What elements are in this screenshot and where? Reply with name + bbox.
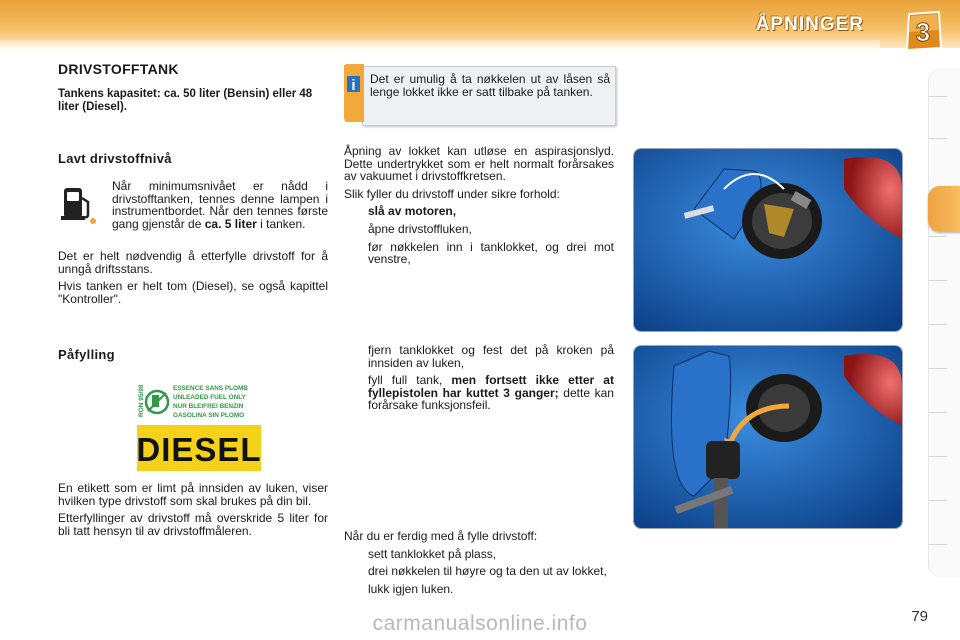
middle-column-mid (344, 344, 614, 417)
list-item: før nøkkelen inn i tanklokket, og drei mot venstre, (368, 239, 614, 267)
svg-text:RON 95/98: RON 95/98 (138, 384, 145, 417)
watermark-text: carmanualsonline.info (372, 612, 588, 635)
middle-column-top (344, 145, 614, 271)
page-number: 79 (911, 608, 928, 625)
info-text: Det er umulig å ta nøkkelen ut av låsen så lenge lokket ikke er satt tilbake på tanken. (370, 72, 610, 99)
low-fuel-text: Når minimumsnivået er nådd i drivstofftanken, tennes denne lampen i instrumentbordet. Når den tennes første gang gjenstår de ca. 5 liter i tanken. (112, 179, 328, 231)
left-paragraphs (58, 250, 328, 310)
refill-5l-text: Etterfyllinger av drivstoff må overskride 5 liter for bli tatt hensyn til av drivstoffmåleren. (58, 511, 328, 538)
fuel-cap-removed-photo (633, 345, 903, 529)
svg-text:UNLEADED FUEL ONLY: UNLEADED FUEL ONLY (173, 394, 246, 401)
tank-capacity: Tankens kapasitet: ca. 50 liter (Bensin) eller 48 liter (Diesel). (58, 88, 313, 113)
list-item: lukk igjen luken. (368, 581, 454, 596)
fuel-flap-open-photo (633, 148, 903, 332)
refill-needed-text: Det er helt nødvendig å etterfylle drivstoff for å unngå driftsstans. (58, 249, 328, 276)
middle-column-bottom (344, 530, 614, 600)
svg-text:i: i (351, 77, 356, 94)
chapter-tab-strip (928, 68, 960, 578)
fuel-label-text: En etikett som er limt på innsiden av luken, viser hvilken type drivstoff som skal brukes på din bil. (58, 481, 328, 508)
list-item: fjern tanklokket og fest det på kroken på innsiden av luken, (368, 343, 614, 370)
list-item: sett tanklokket på plass, (368, 546, 497, 561)
steps-list-1 (344, 205, 614, 265)
left-bottom-paragraphs (58, 482, 328, 542)
section-title: DRIVSTOFFTANK (58, 61, 179, 77)
list-item: slå av motoren, (368, 204, 457, 219)
svg-text:GASOLINA SIN PLOMO: GASOLINA SIN PLOMO (173, 412, 245, 419)
steps-list-3 (344, 548, 614, 596)
svg-text:NUR BLEIFREI BENZIN: NUR BLEIFREI BENZIN (173, 403, 244, 410)
steps-list-2 (344, 344, 614, 412)
list-item: åpne drivstoffluken, (368, 221, 472, 236)
fuel-type-label-image (133, 381, 265, 473)
active-chapter-tab[interactable] (928, 186, 960, 232)
empty-tank-text: Hvis tanken er helt tom (Diesel), se også kapittel "Kontroller". (58, 279, 328, 306)
chapter-title: ÅPNINGER (755, 14, 864, 35)
safe-fill-text: Slik fyller du drivstoff under sikre forhold: (344, 186, 560, 201)
chapter-number: 3 (915, 17, 931, 47)
svg-text:DIESEL: DIESEL (136, 431, 262, 468)
header-band-fade (0, 40, 880, 50)
list-item: fyll full tank, men fortsett ikke etter at fyllepistolen har kuttet 3 ganger; dette kan forårsake funksjonsfeil. (368, 373, 614, 413)
done-heading: Når du er ferdig med å fylle drivstoff: (344, 529, 538, 543)
list-item: drei nøkkelen til høyre og ta den ut av lokket, (368, 564, 607, 579)
info-icon (340, 64, 366, 122)
fuel-pump-warning-icon (58, 184, 98, 226)
low-fuel-heading: Lavt drivstoffnivå (58, 151, 172, 166)
opening-text: Åpning av lokket kan utløse en aspirasjonslyd. Dette undertrykket som er helt normalt forårsakes av vakuumet i drivstoffkretsen. (344, 144, 614, 184)
filling-heading: Påfylling (58, 347, 115, 362)
chapter-badge (903, 10, 943, 52)
svg-text:ESSENCE SANS PLOMB: ESSENCE SANS PLOMB (173, 385, 248, 392)
